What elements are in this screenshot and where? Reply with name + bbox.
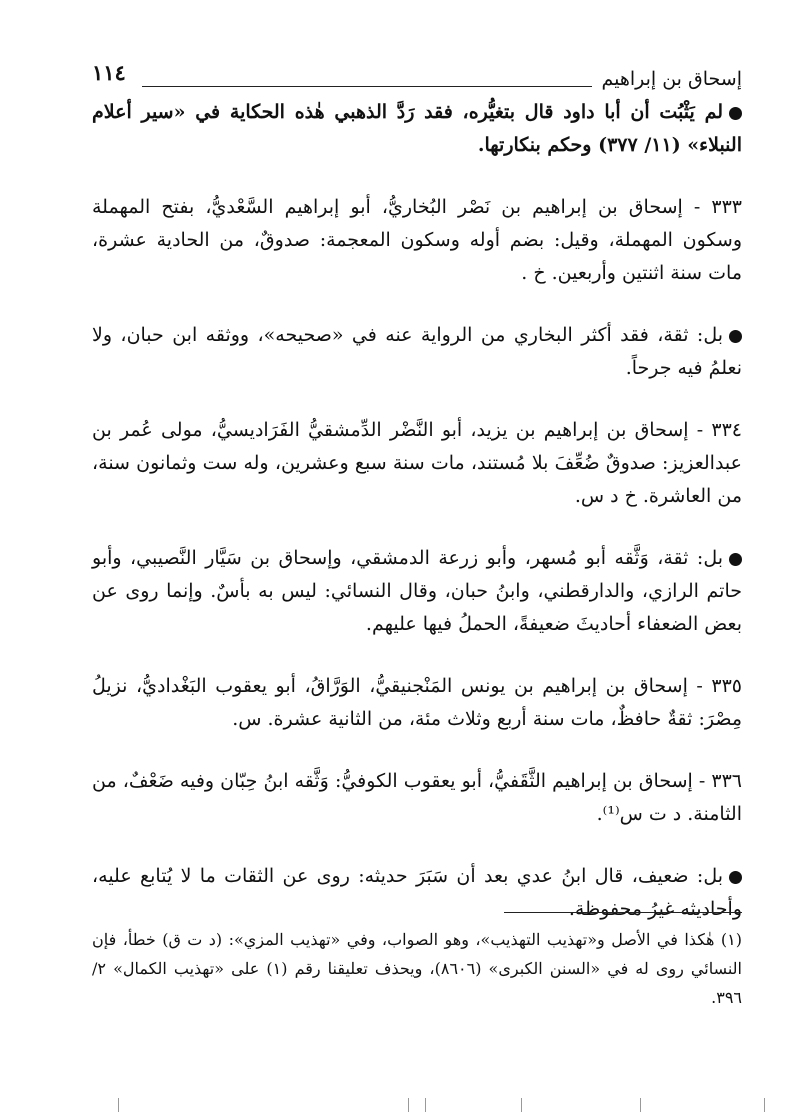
running-title: إسحاق بن إبراهيم [601, 68, 742, 90]
comment-paragraph [92, 319, 742, 385]
paragraph-text: ٣٣٣ - إسحاق بن إبراهيم بن نَصْر البُخاريُّ، أبو إبراهيم السَّعْديُّ، بفتح المهملة وسكون المهملة، وقيل: بضم أوله وسكون المعجمة: صدوقٌ، من الحادية عشرة، مات سنة اثنتين وأربعين. خ . [92, 196, 742, 284]
footnotes [92, 925, 742, 1012]
paragraph-text: بل: ثقة، وَثَّقه أبو مُسهر، وأبو زرعة الدمشقي، وإسحاق بن سَيَّار النَّصيبي، وأبو حاتم الرازي، والدارقطني، وابنُ حبان، وقال النسائي: ليس به بأسٌ. وإنما روى عن بعض الضعفاء أحاديثَ ضعيفةً، الحملُ فيها عليهم. [92, 547, 742, 635]
scan-artifact [640, 1098, 641, 1112]
paragraph-text: ٣٣٤ - إسحاق بن إبراهيم بن يزيد، أبو النَّضْر الدِّمشقيُّ الفَرَاديسيُّ، مولى عُمر بن عبدالعزيز: صدوقٌ ضُعِّفَ بلا مُستند، مات سنة سبع وعشرين، وله ست وثمانون سنة، من العاشرة. خ د س. [92, 419, 742, 507]
bullet-icon [729, 553, 742, 566]
bullet-icon [729, 330, 742, 343]
header-rule [142, 86, 592, 87]
page-header [92, 60, 742, 94]
comment-paragraph [92, 96, 742, 162]
paragraph-text: بل: ضعيف، قال ابنُ عدي بعد أن سَبَرَ حديثه: روى عن الثقات ما لا يُتابع عليه، وأحاديثه غيرُ محفوظة. [92, 865, 742, 920]
scan-artifact [425, 1098, 426, 1112]
entry-334 [92, 414, 742, 513]
bullet-icon [729, 871, 742, 884]
page-number: ١١٤ [92, 60, 126, 85]
entry-333 [92, 191, 742, 290]
paragraph-text: بل: ثقة، فقد أكثر البخاري من الرواية عنه في «صحيحه»، ووثقه ابن حبان، ولا نعلمُ فيه جرحاً. [92, 324, 742, 379]
footnote-1: (١) هٰكذا في الأصل و«تهذيب التهذيب»، وهو الصواب، وفي «تهذيب المزي»: (د ت ق) خطأ، فإن النسائي روى له في «السنن الكبرى» (٨٦٠٦)، ويحذف تعليقنا رقم (١) على «تهذيب الكمال» ٢/ ٣٩٦. [92, 930, 742, 1007]
footnote-separator [504, 912, 742, 913]
paragraph-text: ٣٣٦ - إسحاق بن إبراهيم الثَّقَفيُّ، أبو يعقوب الكوفيُّ: وَثَّقه ابنُ حِبّان وفيه ضَعْفٌ، من الثامنة. د ت س⁽¹⁾. [92, 770, 742, 825]
bullet-icon [729, 107, 742, 120]
paragraph-text: لم يَثْبُت أن أبا داود قال بتغيُّره، فقد رَدَّ الذهبي هٰذه الحكاية في «سير أعلام النبلاء» (١١/ ٣٧٧) وحكم بنكارتها. [92, 101, 742, 156]
comment-paragraph [92, 542, 742, 641]
entry-335 [92, 670, 742, 736]
paragraph-text: ٣٣٥ - إسحاق بن إبراهيم بن يونس المَنْجنيقيُّ، الوَرَّاقُ، أبو يعقوب البَغْداديُّ، نزيلُ مِصْرَ: ثقةٌ حافظٌ، مات سنة أربع وثلاث مئة، من الثانية عشرة. س. [92, 675, 742, 730]
scan-artifact [408, 1098, 409, 1112]
entry-336 [92, 765, 742, 831]
scan-artifact [521, 1098, 522, 1112]
scan-artifact [118, 1098, 119, 1112]
main-text [92, 96, 742, 926]
scan-artifact [764, 1098, 765, 1112]
comment-paragraph [92, 860, 742, 926]
